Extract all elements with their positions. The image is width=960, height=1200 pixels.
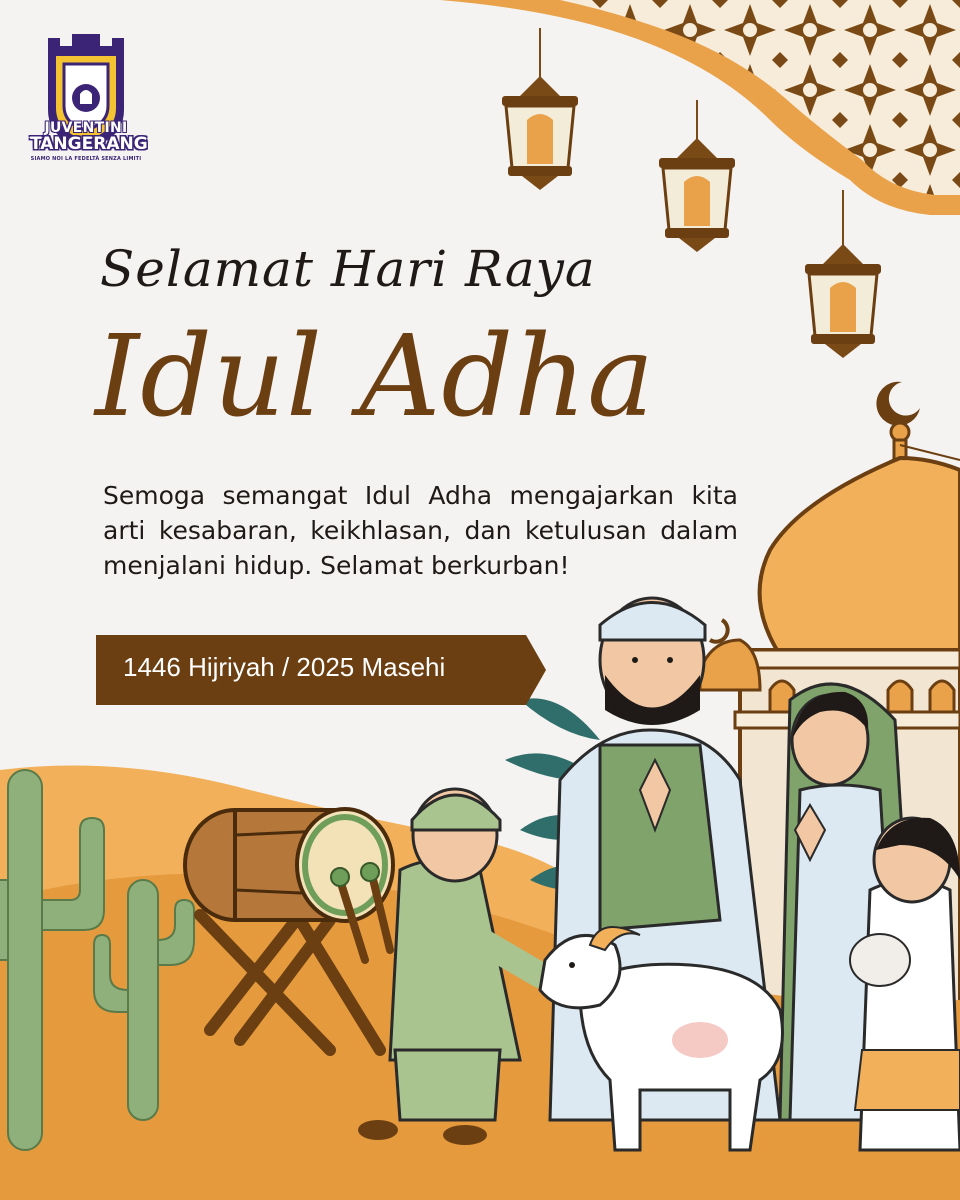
date-text: 1446 Hijriyah / 2025 Masehi [123, 652, 446, 682]
message-text: Semoga semangat Idul Adha mengajarkan kita arti kesabaran, keikhlasan, dan ketulusan dalam menjalani hidup. Selamat berkurban! [103, 481, 738, 580]
lantern-1 [502, 28, 578, 190]
logo-name-line1: JUVENTINI [44, 120, 128, 136]
logo-name-line2: TANGERANG [30, 134, 148, 154]
logo-tagline: SIAMO NOI LA FEDELTÀ SENZA LIMITI [30, 156, 142, 162]
title-text: Idul Adha [95, 312, 655, 442]
lantern-3 [805, 190, 881, 358]
greeting-text: Selamat Hari Raya [100, 240, 596, 298]
lantern-2 [659, 100, 735, 252]
